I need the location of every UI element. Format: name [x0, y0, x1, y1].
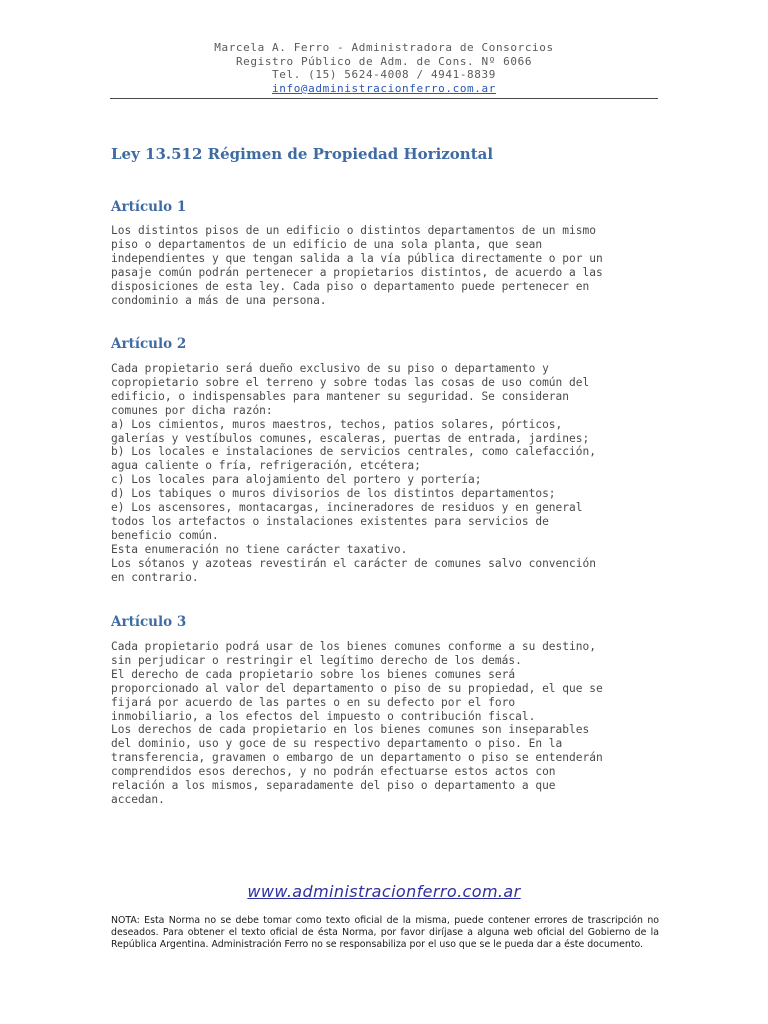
footer-website-link[interactable]: www.administracionferro.com.ar	[247, 882, 521, 901]
letterhead-name: Marcela A. Ferro - Administradora de Consorcios	[214, 41, 554, 54]
letterhead-registry: Registro Público de Adm. de Cons. Nº 6066	[235, 54, 533, 68]
document-title: Ley 13.512 Régimen de Propiedad Horizontal	[111, 145, 494, 163]
article-1-heading: Artículo 1	[111, 199, 187, 215]
footer-disclaimer: NOTA: Esta Norma no se debe tomar como texto oficial de la misma, puede contener errores de trascripción no deseados. Para obtener el texto oficial de ésta Norma, por favor diríjase a alguna web oficial del Gobierno de la República Argentina. Administración Ferro no se responsabiliza por el uso que se le pueda dar a éste documento.	[111, 915, 659, 951]
header-divider	[110, 98, 658, 99]
letterhead-phone: Tel. (15) 5624-4008 / 4941-8839	[272, 68, 496, 82]
article-2-heading: Artículo 2	[111, 336, 187, 352]
article-3-text: Cada propietario podrá usar de los bienes comunes conforme a su destino, sin perjudicar o restringir el legítimo derecho de los demás. El derecho de cada propietario sobre los bienes comunes será proporcionado al valor del departamento o piso de su propiedad, el que se fijará por acuerdo de las partes o en su defecto por el foro inmobiliario, a los efectos del impuesto o contribución fiscal. Los derechos de cada propietario en los bienes comunes son inseparables del dominio, uso y goce de su respectivo departamento o piso. En la transferencia, gravamen o embargo de un departamento o piso se entenderán comprendidos esos derechos, y no podrán efectuarse estos actos con relación a los mismos, separadamente del piso o departamento a que accedan.	[111, 640, 603, 806]
article-2-text: Cada propietario será dueño exclusivo de su piso o departamento y copropietario sobre el terreno y sobre todas las cosas de uso común del edificio, o indispensables para mantener su seguridad. Se consideran comunes por dicha razón: a) Los cimientos, muros maestros, techos, patios solares, pórticos, galerías y vestíbulos comunes, escaleras, puertas de entrada, jardines; b) Los locales e instalaciones de servicios centrales, como calefacción, agua caliente o fría, refrigeración, etcétera; c) Los locales para alojamiento del portero y portería; d) Los tabiques o muros divisorios de los distintos departamentos; e) Los ascensores, montacargas, incineradores de residuos y en general todos los artefactos o instalaciones existentes para servicios de beneficio común. Esta enumeración no tiene carácter taxativo. Los sótanos y azoteas revestirán el carácter de comunes salvo convención en contrario.	[111, 362, 596, 584]
article-3-heading: Artículo 3	[111, 614, 187, 630]
email-link[interactable]: info@administracionferro.com.ar	[272, 81, 496, 95]
article-1-text: Los distintos pisos de un edificio o distintos departamentos de un mismo piso o departamentos de un edificio de una sola planta, que sean independientes y que tengan salida a la vía pública directamente o por un pasaje común podrán pertenecer a propietarios distintos, de acuerdo a las disposiciones de esta ley. Cada piso o departamento puede pertenecer en condominio a más de una persona.	[111, 224, 603, 307]
letterhead	[110, 41, 658, 95]
